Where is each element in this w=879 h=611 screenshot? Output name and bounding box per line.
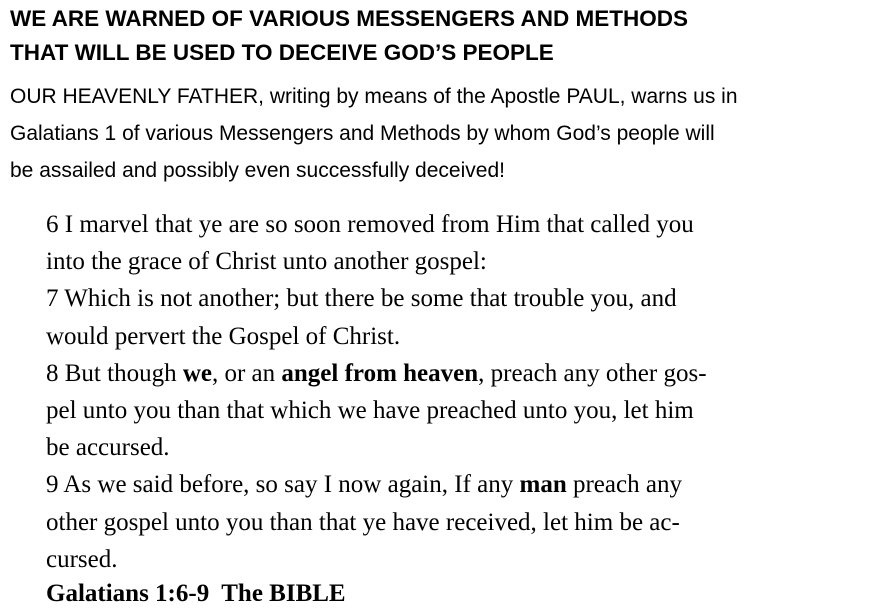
verse-8-line-1 xyxy=(46,355,866,392)
scripture-citation: Galatians 1:6-9 The BIBLE xyxy=(46,580,346,607)
emphasis-man: man xyxy=(519,471,567,499)
heading-line-1: WE ARE WARNED OF VARIOUS MESSENGERS AND METHODS xyxy=(10,6,688,31)
emphasis-we: we xyxy=(182,359,212,387)
verse-8-text: , preach any other gos- xyxy=(478,359,707,387)
page-heading xyxy=(10,2,870,70)
intro-paragraph xyxy=(10,78,874,189)
verse-9-line-2: other gospel unto you than that ye have received, let him be ac- xyxy=(46,508,680,536)
verse-8-text: 8 But though xyxy=(46,359,183,387)
verse-6-line-2: into the grace of Christ unto another gospel: xyxy=(46,248,487,276)
intro-line-3: be assailed and possibly even successfully deceived! xyxy=(10,159,505,182)
intro-line-2: Galatians 1 of various Messengers and Methods by whom God’s people will xyxy=(10,122,715,145)
verse-9-line-1 xyxy=(46,466,866,503)
verse-7-line-2: would pervert the Gospel of Christ. xyxy=(46,322,401,350)
heading-line-2: THAT WILL BE USED TO DECEIVE GOD’S PEOPLE xyxy=(10,40,554,65)
scripture-quote xyxy=(46,206,866,578)
emphasis-angel-from-heaven: angel from heaven xyxy=(281,359,479,387)
verse-8-text: , or an xyxy=(211,359,282,387)
verse-7-line-1: 7 Which is not another; but there be some that trouble you, and xyxy=(46,285,677,313)
verse-9-text: preach any xyxy=(566,471,682,499)
verse-9-text: 9 As we said before, so say I now again, If any xyxy=(46,471,520,499)
verse-8-line-2: pel unto you than that which we have preached unto you, let him xyxy=(46,397,694,425)
verse-9-line-3: cursed. xyxy=(46,545,118,573)
verse-8-line-3: be accursed. xyxy=(46,434,170,462)
intro-line-1: OUR HEAVENLY FATHER, writing by means of the Apostle PAUL, warns us in xyxy=(10,85,738,108)
verse-6-line-1: 6 I marvel that ye are so soon removed from Him that called you xyxy=(46,211,694,238)
